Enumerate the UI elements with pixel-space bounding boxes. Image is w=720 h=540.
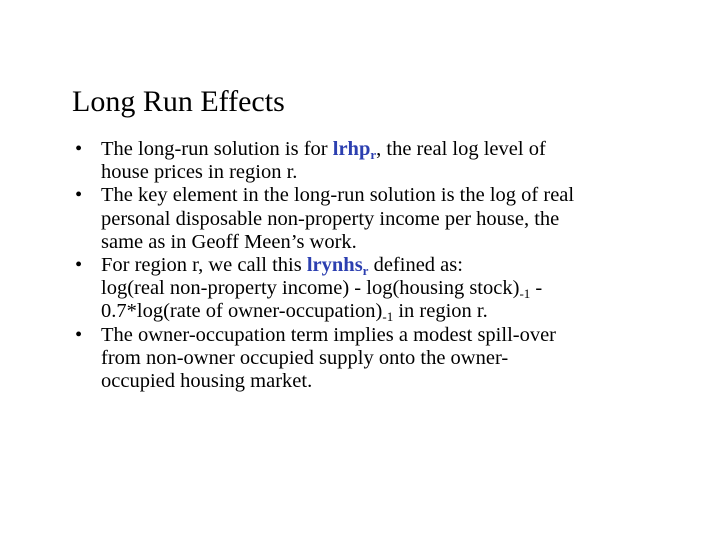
bullet-marker: • <box>75 138 83 160</box>
variable-subscript: r <box>370 147 377 162</box>
bullet-list <box>0 138 720 393</box>
text-segment: log(real non-property income) - log(housing stock) <box>101 277 520 300</box>
text-segment: - <box>530 277 543 300</box>
text-line: house prices in region r. <box>101 161 298 184</box>
text-line: The key element in the long-run solution is the log of real <box>101 184 575 207</box>
text-line: The owner-occupation term implies a modest spill-over <box>101 323 557 346</box>
slide-title: Long Run Effects <box>72 85 285 118</box>
text-line <box>101 138 720 161</box>
bullet-item-lrynhs-definition <box>0 254 720 324</box>
lag-subscript: -1 <box>382 309 394 325</box>
text-line: from non-owner occupied supply onto the owner- <box>101 346 509 369</box>
text-segment: , the real log level of <box>376 138 546 160</box>
variable-lrynhs <box>306 254 369 279</box>
formula-line <box>101 300 720 323</box>
bullet-item-long-run-solution <box>0 138 720 184</box>
text-line <box>101 254 720 277</box>
bullet-item-key-element <box>0 184 720 254</box>
text-segment: The long-run solution is for <box>101 138 333 160</box>
variable-name: lrhp <box>332 138 371 160</box>
text-segment: in region r. <box>393 300 488 323</box>
lag-subscript: -1 <box>519 286 531 302</box>
bullet-marker: • <box>75 323 83 346</box>
text-line: personal disposable non-property income per house, the <box>101 207 560 230</box>
text-segment: For region r, we call this <box>101 254 307 277</box>
text-segment: 0.7*log(rate of owner-occupation) <box>101 300 383 323</box>
variable-subscript: r <box>362 263 369 279</box>
text-line: occupied housing market. <box>101 370 313 393</box>
formula-line <box>101 277 720 300</box>
variable-lrhp <box>333 138 376 160</box>
variable-name: lrynhs <box>306 254 363 277</box>
bullet-marker: • <box>75 184 83 207</box>
text-line: same as in Geoff Meen’s work. <box>101 230 357 253</box>
bullet-item-owner-occupation <box>0 324 720 394</box>
text-segment: defined as: <box>368 254 463 277</box>
bullet-marker: • <box>75 254 83 277</box>
